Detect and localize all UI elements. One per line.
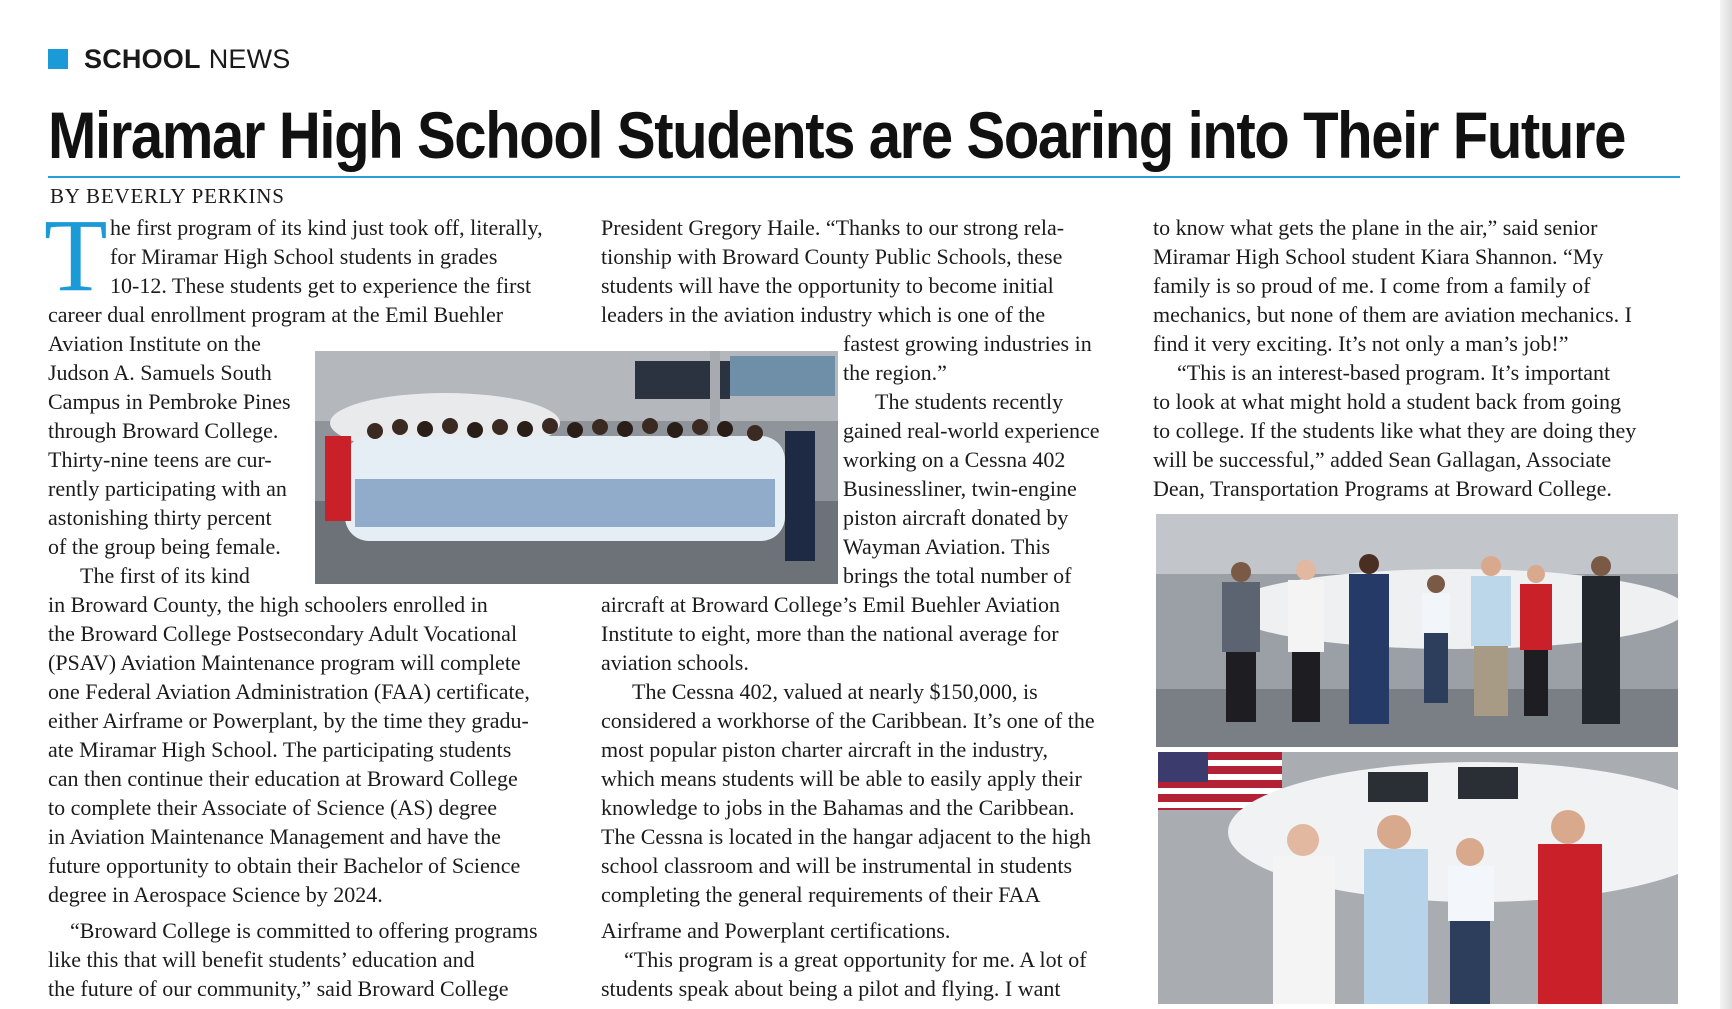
column1-line: future opportunity to obtain their Bachelor of Science [48,853,521,878]
column1-line: the Broward College Postsecondary Adult Vocational [48,621,518,646]
column1-line: Aviation Institute on the [48,331,261,356]
column2-line: leaders in the aviation industry which is one of the [601,302,1046,327]
column1-line: one Federal Aviation Administration (FAA) certificate, [48,679,530,704]
column1-line: Campus in Pembroke Pines [48,389,291,414]
column2-line: the region.” [843,360,947,385]
column3-line: Miramar High School student Kiara Shannon. “My [1153,244,1604,269]
column2-line: which means students will be able to easily apply their [601,766,1082,791]
column2-line: The Cessna 402, valued at nearly $150,000, is [632,679,1038,704]
column1-line: career dual enrollment program at the Emil Buehler [48,302,504,327]
column2-line: gained real-world experience [843,418,1100,443]
column3-line: to college. If the students like what they are doing they [1153,418,1637,443]
column2-line: Wayman Aviation. This [843,534,1051,559]
column2-line: Airframe and Powerplant certifications. [601,918,951,943]
group-photo [315,351,838,584]
column2-line: school classroom and will be instrumental in students [601,853,1073,878]
column1-line: through Broward College. [48,418,279,443]
column2-line: The Cessna is located in the hangar adjacent to the high [601,824,1091,849]
staff-photo [1156,514,1678,747]
column2-line: piston aircraft donated by [843,505,1069,530]
column1-line: to complete their Associate of Science (AS) degree [48,795,498,820]
column1-line: in Aviation Maintenance Management and have the [48,824,501,849]
section-kicker [48,44,291,74]
column2-line: aviation schools. [601,650,749,675]
column3-line: family is so proud of me. I come from a family of [1153,273,1591,298]
closeup-photo [1158,752,1678,1004]
column1-line: astonishing thirty percent [48,505,272,530]
column3-line: to know what gets the plane in the air,” said senior [1153,215,1598,240]
column2-line: aircraft at Broward College’s Emil Buehler Aviation [601,592,1061,617]
column3-line: Dean, Transportation Programs at Broward College. [1153,476,1612,501]
column2-line: completing the general requirements of their FAA [601,882,1041,907]
column3-line: to look at what might hold a student back from going [1153,389,1622,414]
column3-line: will be successful,” added Sean Gallagan, Associate [1153,447,1612,472]
column2-line: students speak about being a pilot and flying. I want [601,976,1061,1001]
column1-line: the future of our community,” said Broward College [48,976,509,1001]
column2-line: brings the total number of [843,563,1072,588]
column2-line: Businessliner, twin-engine [843,476,1077,501]
column2-line: working on a Cessna 402 [843,447,1066,472]
section-kicker-regular: NEWS [208,43,291,74]
column1-line: degree in Aerospace Science by 2024. [48,882,383,907]
column1-line: ate Miramar High School. The participating students [48,737,512,762]
section-square-icon [48,49,68,69]
byline: BY BEVERLY PERKINS [50,184,285,208]
column2-line: most popular piston charter aircraft in the industry, [601,737,1049,762]
page-edge-shadow [1720,0,1732,1009]
column2-line: The students recently [875,389,1064,414]
column1-line: can then continue their education at Broward College [48,766,518,791]
section-kicker-bold: SCHOOL [84,43,201,74]
column1-line: in Broward County, the high schoolers enrolled in [48,592,488,617]
column1-line: “Broward College is committed to offering programs [70,918,538,943]
column1-line: of the group being female. [48,534,281,559]
column1-line: he first program of its kind just took off, literally, [110,215,543,240]
column2-line: considered a workhorse of the Caribbean. It’s one of the [601,708,1095,733]
column1-line: (PSAV) Aviation Maintenance program will complete [48,650,521,675]
column2-line: knowledge to jobs in the Bahamas and the Caribbean. [601,795,1075,820]
column2-line: tionship with Broward County Public Schools, these [601,244,1063,269]
column3-line: “This is an interest-based program. It’s important [1177,360,1611,385]
column1-line: like this that will benefit students’ education and [48,947,475,972]
column2-line: fastest growing industries in [843,331,1092,356]
column2-line: students will have the opportunity to become initial [601,273,1054,298]
column2-line: President Gregory Haile. “Thanks to our strong rela- [601,215,1065,240]
article-headline: Miramar High School Students are Soaring into Their Future [48,98,1626,172]
column1-line: rently participating with an [48,476,287,501]
column1-line: 10-12. These students get to experience the first [110,273,532,298]
column1-line: for Miramar High School students in grades [110,244,498,269]
headline-rule [48,176,1680,178]
column1-line: Thirty-nine teens are cur- [48,447,272,472]
column1-line: Judson A. Samuels South [48,360,272,385]
drop-cap: T [44,198,108,313]
column3-line: find it very exciting. It’s not only a man’s job!” [1153,331,1569,356]
column1-line: either Airframe or Powerplant, by the time they gradu- [48,708,529,733]
column3-line: mechanics, but none of them are aviation mechanics. I [1153,302,1632,327]
column2-line: “This program is a great opportunity for me. A lot of [624,947,1087,972]
column2-line: Institute to eight, more than the national average for [601,621,1059,646]
student-group [325,418,815,561]
column1-line: The first of its kind [80,563,250,588]
